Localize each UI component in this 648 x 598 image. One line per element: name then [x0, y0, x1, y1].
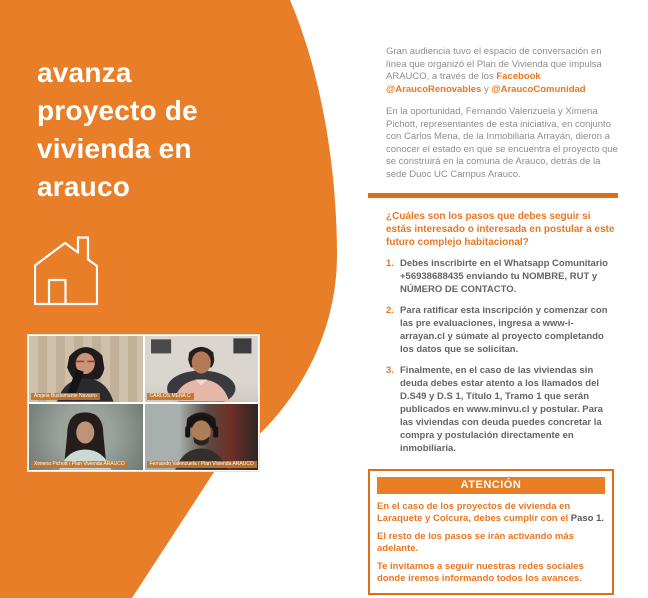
- video-tile-fernando: [145, 404, 259, 470]
- attention-paragraph-1-orange: En el caso de los proyectos de vivienda en Laraquete y Colcura, debes cumplir con el: [377, 501, 571, 524]
- steps-heading: ¿Cuáles son los pasos que debes seguir si estás interesado o interesada en postular a este futuro complejo habitacional?: [386, 211, 615, 248]
- intro-paragraph-1: [386, 46, 618, 96]
- step-number: 3.: [386, 365, 394, 376]
- article-column: [368, 46, 618, 595]
- step-text: Debes inscribirte en el Whatsapp Comunitario +56938688435 enviando tu NOMBRE, RUT y NÚMERO DE CONTACTO.: [400, 258, 608, 295]
- page-title-line: arauco: [37, 171, 131, 202]
- participant-name-label: Angela Bustamante Navarro: [31, 393, 100, 400]
- video-tile-ximena: [29, 404, 143, 470]
- attention-paragraph-2: El resto de los pasos se irán activando más adelante.: [377, 531, 574, 554]
- attention-paso-1: Paso 1.: [570, 513, 605, 524]
- video-tile-angela: [29, 336, 143, 402]
- step-number: 2.: [386, 305, 394, 316]
- attention-title: ATENCIÓN: [377, 477, 605, 494]
- participant-name-label: CARLOS MENA C: [147, 393, 194, 400]
- section-divider: [368, 193, 618, 198]
- facebook-handle-renovables: Facebook @AraucoRenovables: [386, 71, 541, 95]
- video-call-screenshot: [28, 335, 259, 471]
- page-title-line: vivienda en: [37, 133, 192, 164]
- page-title-line: proyecto de: [37, 95, 198, 126]
- intro-paragraph-2: En la oportunidad, Fernando Valenzuela y Ximena Pichott, representantes de esta iniciativa, en conjunto con Carlos Mena, de la Inmobiliaria Arrayán, dieron a conocer el estado en que se encuentra el proyecto que se construirá en la comuna de Arauco, detrás de la sede Duoc UC Campus Arauco.: [386, 106, 618, 180]
- participant-name-label: Fernando Valenzuela / Plan Vivienda ARAUCO: [147, 461, 257, 468]
- facebook-handle-comunidad: @AraucoComunidad: [491, 83, 586, 95]
- intro-paragraph-1-text: Gran audiencia tuvo el espacio de conversación en línea que organizó el Plan de Vivienda que impulsa ARAUCO, a través de los: [386, 46, 602, 82]
- step-text: Finalmente, en el caso de las viviendas sin deuda debes estar atento a los llamados del D.S49 y D.S 1, Título 1, Tramo 1 que serán publicados en www.minvu.cl y postular. Para las viviendas con deuda puedes concretar la compra y postulación directamente en inmobiliaria.: [400, 365, 603, 454]
- page-title: [37, 54, 198, 206]
- attention-paragraph-1: [377, 501, 605, 525]
- step-item-1: [386, 257, 618, 296]
- step-number: 1.: [386, 258, 394, 269]
- intro-paragraph-1-sep: y: [481, 83, 492, 95]
- house-outline-icon: [34, 236, 98, 306]
- step-text: Para ratificar esta inscripción y comenzar con las pre evaluaciones, ingresa a www-i-arrayan.cl y súmate al proyecto completando los datos que se solicitan.: [400, 305, 608, 355]
- video-tile-carlos: [145, 336, 259, 402]
- step-item-3: [386, 364, 618, 455]
- step-item-2: [386, 304, 618, 356]
- attention-box: [368, 469, 614, 595]
- attention-paragraph-3: Te invitamos a seguir nuestras redes sociales donde iremos informando todos los avances.: [377, 561, 584, 584]
- participant-name-label: Ximena Pichott / Plan Vivienda ARAUCO: [31, 461, 128, 468]
- page-title-line: avanza: [37, 57, 132, 88]
